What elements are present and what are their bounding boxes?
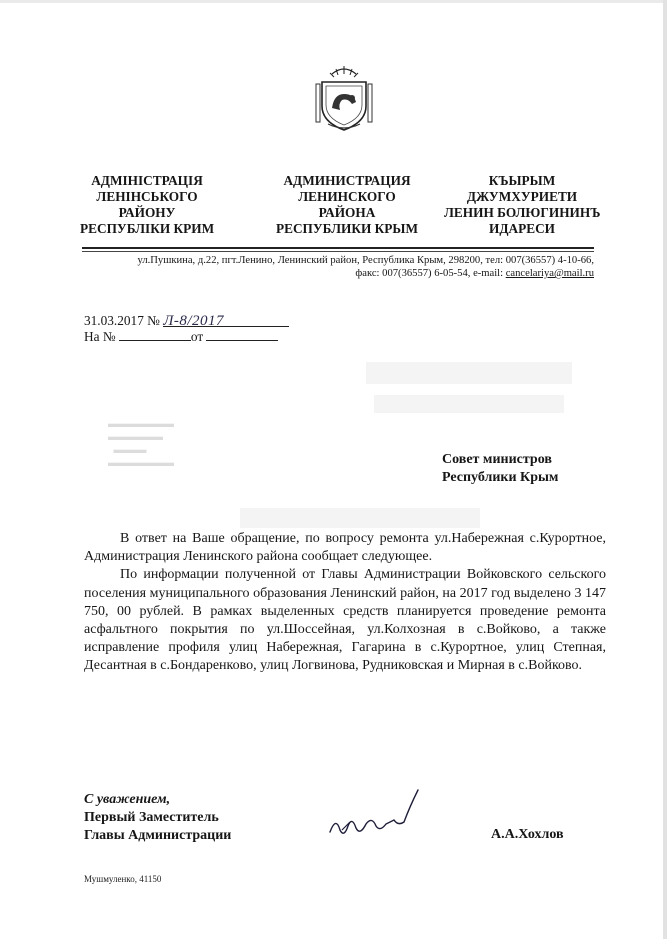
header-ru-line: АДМИНИСТРАЦИЯ xyxy=(283,173,411,188)
header-crh-line: КЪЫРЫМ xyxy=(488,173,556,188)
header-ua-line: ЛЕНІНСЬКОГО xyxy=(96,189,198,204)
address-block xyxy=(82,254,594,280)
header-russian xyxy=(274,173,420,237)
recipient-block xyxy=(442,451,558,487)
bleed-through-text: ▬▬▬▬▬▬ ▬▬▬▬▬ ▬▬▬ ▬▬▬▬▬▬ xyxy=(108,418,174,469)
executor-note: Мушмуленко, 41150 xyxy=(84,874,162,884)
header-divider-thin xyxy=(82,251,594,252)
handwritten-signature-icon xyxy=(326,786,426,846)
recipient-line: Совет министров xyxy=(442,452,552,467)
body-paragraph: В ответ на Ваше обращение, по вопросу ремонта ул.Набережная с.Курортное, Администрация Ленинского района сообщает следующее. xyxy=(84,531,606,565)
incoming-reference xyxy=(84,327,278,345)
na-label: На № xyxy=(84,329,116,344)
signature-block xyxy=(84,791,231,845)
header-ukrainian xyxy=(80,173,214,237)
reference-number-line xyxy=(163,313,289,327)
header-crh-line: ИДАРЕСИ xyxy=(488,221,556,236)
redacted-area xyxy=(240,508,480,528)
header-ua-line: РАЙОНУ xyxy=(118,205,176,220)
email-link[interactable]: cancelariya@mail.ru xyxy=(505,268,594,279)
incoming-number-line xyxy=(119,327,191,341)
greeting: С уважением, xyxy=(84,792,171,807)
recipient-line: Республики Крым xyxy=(442,470,559,485)
header-ru-line: РАЙОНА xyxy=(318,205,376,220)
header-divider xyxy=(82,247,594,249)
header-crh-line: ДЖУМХУРИЕТИ xyxy=(466,189,578,204)
letter-body xyxy=(84,530,606,676)
header-crh-line: ЛЕНИН БОЛЮГИНИНЪ xyxy=(444,205,601,220)
incoming-date-line xyxy=(206,327,278,341)
header-ru-line: РЕСПУБЛИКИ КРЫМ xyxy=(275,221,419,236)
crimea-coat-of-arms-icon xyxy=(312,62,376,132)
contact-line xyxy=(82,267,594,280)
header-crimean-tatar xyxy=(444,173,600,237)
signer-position: Главы Администрации xyxy=(84,828,232,843)
header-ua-line: АДМІНІСТРАЦІЯ xyxy=(91,173,203,188)
redacted-area xyxy=(366,362,572,384)
signer-position: Первый Заместитель xyxy=(84,810,219,825)
reference-number: Л-8/2017 xyxy=(163,313,225,329)
header-ua-line: РЕСПУБЛІКИ КРИМ xyxy=(80,221,215,236)
redacted-area xyxy=(374,395,564,413)
address-line: ул.Пушкина, д.22, пгт.Ленино, Ленинский район, Республика Крым, 298200, тел: 007(36557) 4-10-66, xyxy=(137,255,594,266)
fax-text: факс: 007(36557) 6-05-54, e-mail: xyxy=(355,268,506,279)
letter-date: 31.03.2017 № xyxy=(84,313,160,328)
ot-label: от xyxy=(190,329,204,344)
signer-name: А.А.Хохлов xyxy=(491,827,564,842)
header-ru-line: ЛЕНИНСКОГО xyxy=(298,189,396,204)
body-paragraph: По информации полученной от Главы Администрации Войковского сельского поселения муниципального образования Ленинский район, на 2017 год выделено 3 147 750, 00 рублей. В рамках выделенных средств планируется проведение ремонта асфальтного покрытия по ул.Шоссейная, ул.Колхозная в с.Войково, а также исправление профиля улиц Набережная, Гагарина в с.Курортное, улиц Степная, Десантная в с.Бондаренково, улиц Логвинова, Рудниковская и Мирная в с.Войково. xyxy=(84,567,606,674)
